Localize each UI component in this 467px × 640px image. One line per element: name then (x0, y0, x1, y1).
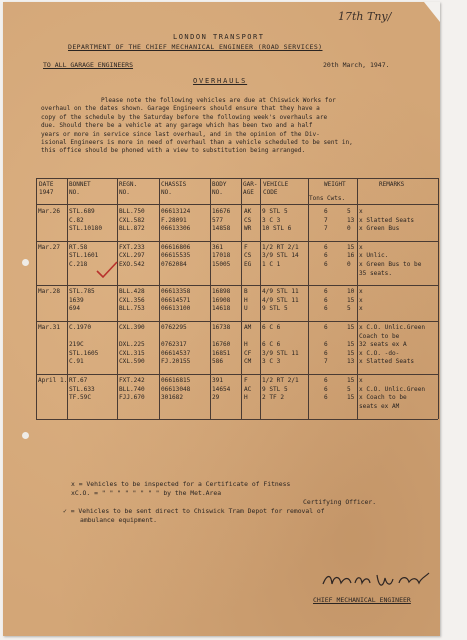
cell-remarks: x C.O. Unlic.Green (359, 385, 426, 393)
table-rule (36, 419, 438, 420)
cell-remarks: x Coach to be (359, 394, 407, 402)
cell-code: 3/9 STL 14 (262, 252, 299, 260)
cell-remarks: x Slatted Seats (359, 358, 415, 366)
cell-chassis: 06614537 (161, 349, 191, 357)
document-title: OVERHAULS (193, 77, 248, 85)
document-paper (3, 2, 440, 636)
cell-chassis: 0762317 (161, 341, 187, 349)
cell-body: 16908 (212, 296, 231, 304)
cell-remarks: x (359, 305, 363, 313)
table-rule (36, 204, 438, 205)
cell-bonnet: RT.67 (69, 377, 88, 384)
org-title: LONDON TRANSPORT (173, 33, 265, 41)
cell-body: 16676 (212, 208, 231, 215)
cell-chassis: 06613124 (161, 208, 191, 215)
cell-bonnet: STL.1601 (69, 252, 99, 260)
cell-regn: BLL.428 (119, 288, 145, 296)
cell-tons: 6 (324, 341, 328, 349)
group-date: Mar.26 (38, 208, 61, 215)
cell-body: 391 (212, 377, 224, 384)
cell-tons: 7 (324, 216, 328, 224)
cell-tons: 6 (324, 208, 328, 215)
cell-regn: CXL.390 (119, 324, 145, 331)
cell-code: 1 C 1 (262, 261, 281, 268)
table-column-rule (260, 178, 261, 419)
cell-garage: AK (244, 208, 252, 215)
cell-body: 16760 (212, 341, 231, 349)
paragraph-line: overhaul on the dates shown. Garage Engineers should ensure that they have a (41, 105, 320, 113)
table-rule (36, 241, 438, 242)
cell-code: 6 C 6 (262, 341, 281, 349)
cell-garage: EG (244, 261, 252, 268)
paragraph-line: copy of the schedule by the Saturday before the following week's overhauls are (41, 113, 328, 121)
tick-icon (96, 261, 118, 279)
cell-cwts: 13 (347, 216, 355, 224)
cell-chassis: 06613100 (161, 305, 191, 313)
cell-tons: 6 (324, 377, 328, 384)
cell-garage: H (244, 394, 248, 402)
cell-regn: CXL.356 (119, 296, 145, 304)
table-column-rule (308, 178, 309, 419)
overhaul-table (36, 178, 446, 419)
cell-bonnet: STL.689 (69, 208, 95, 215)
group-date: Mar.28 (38, 288, 61, 296)
cell-remarks: x (359, 208, 363, 215)
cell-body: 586 (212, 358, 224, 366)
cell-body: 14858 (212, 225, 231, 233)
cell-code: 4/9 STL 11 (262, 288, 299, 296)
legend-xco-2: Certifying Officer. (303, 498, 377, 506)
document-date: 20th March, 1947. (323, 61, 390, 69)
cell-remarks: 32 seats ex A (359, 341, 407, 349)
cell-regn: CXL.590 (119, 358, 145, 366)
cell-regn: BLL.753 (119, 305, 145, 313)
cell-bonnet: C.91 (69, 358, 84, 366)
cell-regn: DXL.225 (119, 341, 145, 349)
cell-body: 361 (212, 243, 224, 251)
legend-x: x = Vehicles to be inspected for a Certificate of Fitness (71, 480, 291, 488)
cell-cwts: 15 (347, 341, 355, 349)
cell-chassis: 301682 (161, 394, 184, 402)
table-column-rule (210, 178, 211, 419)
cell-remarks: 35 seats. (359, 269, 393, 277)
group-date: Mar.27 (38, 243, 61, 251)
handwritten-note: 17th Tny/ (338, 10, 392, 23)
cell-garage: CS (244, 216, 252, 224)
torn-corner (424, 2, 440, 22)
cell-bonnet: 219C (69, 341, 84, 349)
cell-remarks: seats ex AM (359, 402, 400, 410)
header-weight-units: Tons Cwts. (309, 195, 346, 202)
cell-regn: CXL.582 (119, 216, 145, 224)
cell-regn: BLL.750 (119, 208, 145, 215)
cell-chassis: F.28091 (161, 216, 187, 224)
cell-tons: 6 (324, 394, 328, 402)
cell-body: 14654 (212, 385, 231, 393)
cell-body: 15005 (212, 261, 231, 268)
cell-garage: WR (244, 225, 252, 233)
paragraph-line: years or more in service since last overhaul, and in the opinion of the Div- (41, 130, 320, 138)
cell-cwts: 5 (347, 305, 351, 313)
cell-code: 4/9 STL 11 (262, 296, 299, 304)
table-rule (36, 374, 438, 375)
cell-cwts: 5 (347, 208, 351, 215)
cell-remarks: Coach to be (359, 332, 400, 340)
cell-bonnet: STL.10180 (69, 225, 103, 233)
cell-body: 16851 (212, 349, 231, 357)
cell-tons: 6 (324, 252, 328, 260)
cell-chassis: 06613358 (161, 288, 191, 296)
signature (321, 570, 431, 595)
header-chassis: CHASSIS NO. (161, 181, 187, 196)
cell-garage: AC (244, 385, 252, 393)
cell-cwts: 15 (347, 243, 355, 251)
cell-body: 16898 (212, 288, 231, 296)
header-vehicle-code: VEHICLE CODE (263, 181, 289, 196)
cell-code: 1/2 RT 2/1 (262, 243, 299, 251)
cell-bonnet: C.218 (69, 261, 88, 268)
cell-regn: BLL.872 (119, 225, 145, 233)
cell-regn: EXO.542 (119, 261, 145, 268)
paragraph-line: isional Engineers is more in need of overhaul than a vehicle scheduled to be sent in, (41, 139, 353, 147)
group-date: Mar.31 (38, 324, 61, 331)
cell-code: 10 STL 6 (262, 225, 292, 233)
cell-remarks: x Slatted Seats (359, 216, 415, 224)
cell-regn: CXL.297 (119, 252, 145, 260)
cell-bonnet: TF.59C (69, 394, 92, 402)
cell-code: 9 STL 5 (262, 208, 288, 215)
cell-cwts: 15 (347, 349, 355, 357)
cell-bonnet: C.1970 (69, 324, 92, 331)
cell-remarks: x (359, 288, 363, 296)
cell-remarks: x (359, 243, 363, 251)
legend-tick: ✓ = Vehicles to be sent direct to Chiswick Tram Depot for removal of (63, 507, 325, 515)
cell-garage: H (244, 296, 248, 304)
cell-bonnet: 694 (69, 305, 81, 313)
cell-body: 29 (212, 394, 220, 402)
cell-chassis: 06615535 (161, 252, 191, 260)
cell-remarks: x (359, 377, 363, 384)
cell-garage: AM (244, 324, 252, 331)
table-rule (36, 285, 438, 286)
department-title: DEPARTMENT OF THE CHIEF MECHANICAL ENGINEER (ROAD SERVICES) (68, 43, 323, 51)
table-column-rule (357, 178, 358, 419)
header-regn: REGN. NO. (119, 181, 138, 196)
cell-chassis: 06613048 (161, 385, 191, 393)
cell-garage: CS (244, 252, 252, 260)
table-column-rule (67, 178, 68, 419)
cell-chassis: 06614571 (161, 296, 191, 304)
paragraph-line: due. Should there be a vehicle at any garage which has been two and a half (41, 122, 313, 130)
table-column-rule (241, 178, 242, 419)
cell-bonnet: 1639 (69, 296, 84, 304)
punch-hole (22, 259, 29, 266)
cell-bonnet: STL.633 (69, 385, 95, 393)
cell-remarks: x Green Bus (359, 225, 400, 233)
cell-chassis: 06613306 (161, 225, 191, 233)
cell-code: 9 STL 5 (262, 385, 288, 393)
cell-tons: 6 (324, 288, 328, 296)
header-garage: GAR- AGE (243, 181, 258, 196)
addressee: TO ALL GARAGE ENGINEERS (43, 61, 134, 69)
cell-chassis: 06616815 (161, 377, 191, 384)
cell-tons: 6 (324, 324, 328, 331)
group-date: April 1. (38, 377, 68, 384)
table-rule (36, 321, 438, 322)
cell-garage: F (244, 377, 248, 384)
cell-chassis: FJ.20155 (161, 358, 191, 366)
cell-garage: F (244, 243, 248, 251)
cell-garage: U (244, 305, 248, 313)
cell-body: 577 (212, 216, 224, 224)
cell-chassis: 0762295 (161, 324, 187, 331)
cell-body: 17018 (212, 252, 231, 260)
paragraph-line: Please note the following vehicles are due at Chiswick Works for (101, 97, 336, 104)
cell-garage: H (244, 341, 248, 349)
cell-tons: 6 (324, 243, 328, 251)
cell-code: 9 STL 5 (262, 305, 288, 313)
cell-chassis: 06616806 (161, 243, 191, 251)
cell-tons: 6 (324, 305, 328, 313)
header-remarks: REMARKS (379, 181, 405, 188)
punch-hole (22, 432, 29, 439)
cell-body: 14618 (212, 305, 231, 313)
cell-garage: B (244, 288, 248, 296)
cell-remarks: x C.O. Unlic.Green (359, 324, 426, 331)
cell-bonnet: C.82 (69, 216, 84, 224)
cell-tons: 6 (324, 349, 328, 357)
cell-tons: 6 (324, 296, 328, 304)
cell-bonnet: STL.785 (69, 288, 95, 296)
cell-regn: BLL.740 (119, 385, 145, 393)
table-column-rule (117, 178, 118, 419)
cell-code: 2 TF 2 (262, 394, 285, 402)
cell-regn: CXL.315 (119, 349, 145, 357)
cell-garage: CM (244, 358, 252, 366)
cell-regn: FXT.233 (119, 243, 145, 251)
cell-code: 3 C 3 (262, 358, 281, 366)
cell-code: 3 C 3 (262, 216, 281, 224)
cell-cwts: 15 (347, 377, 355, 384)
cell-code: 1/2 RT 2/1 (262, 377, 299, 384)
notice-paragraph (41, 97, 421, 156)
cell-tons: 7 (324, 358, 328, 366)
cell-cwts: 0 (347, 261, 351, 268)
cell-regn: FJJ.670 (119, 394, 145, 402)
cell-bonnet: STL.1605 (69, 349, 99, 357)
cell-bonnet: RT.58 (69, 243, 88, 251)
cell-garage: CF (244, 349, 252, 357)
header-weight: WEIGHT (324, 181, 346, 188)
cell-code: 6 C 6 (262, 324, 281, 331)
table-column-rule (159, 178, 160, 419)
cell-code: 3/9 STL 11 (262, 349, 299, 357)
cell-remarks: x Unlic. (359, 252, 389, 260)
header-date: DATE 1947 (39, 181, 54, 196)
table-column-rule (438, 178, 439, 419)
paragraph-line: this office should be phoned with a view to substitution being arranged. (41, 147, 306, 155)
signatory-title: CHIEF MECHANICAL ENGINEER (313, 596, 411, 604)
cell-cwts: 15 (347, 296, 355, 304)
cell-cwts: 16 (347, 252, 355, 260)
cell-tons: 7 (324, 225, 328, 233)
cell-remarks: x (359, 296, 363, 304)
cell-cwts: 15 (347, 394, 355, 402)
signature-icon (321, 570, 431, 592)
cell-cwts: 15 (347, 324, 355, 331)
cell-cwts: 5 (347, 385, 351, 393)
cell-cwts: 0 (347, 225, 351, 233)
legend-tick-2: ambulance equipment. (80, 516, 157, 524)
legend-xco: xC.O. = " " " " " " " " by the Met.Area (71, 489, 222, 497)
cell-cwts: 10 (347, 288, 355, 296)
table-column-rule (36, 178, 37, 419)
cell-cwts: 13 (347, 358, 355, 366)
cell-body: 16738 (212, 324, 231, 331)
cell-tons: 6 (324, 385, 328, 393)
cell-remarks: x Green Bus to be (359, 261, 422, 268)
header-body: BODY NO. (212, 181, 227, 196)
cell-regn: FXT.242 (119, 377, 145, 384)
cell-chassis: 0762084 (161, 261, 187, 268)
table-rule (36, 178, 438, 179)
header-bonnet: BONNET NO. (69, 181, 91, 196)
cell-tons: 6 (324, 261, 328, 268)
cell-remarks: x C.O. -do- (359, 349, 400, 357)
